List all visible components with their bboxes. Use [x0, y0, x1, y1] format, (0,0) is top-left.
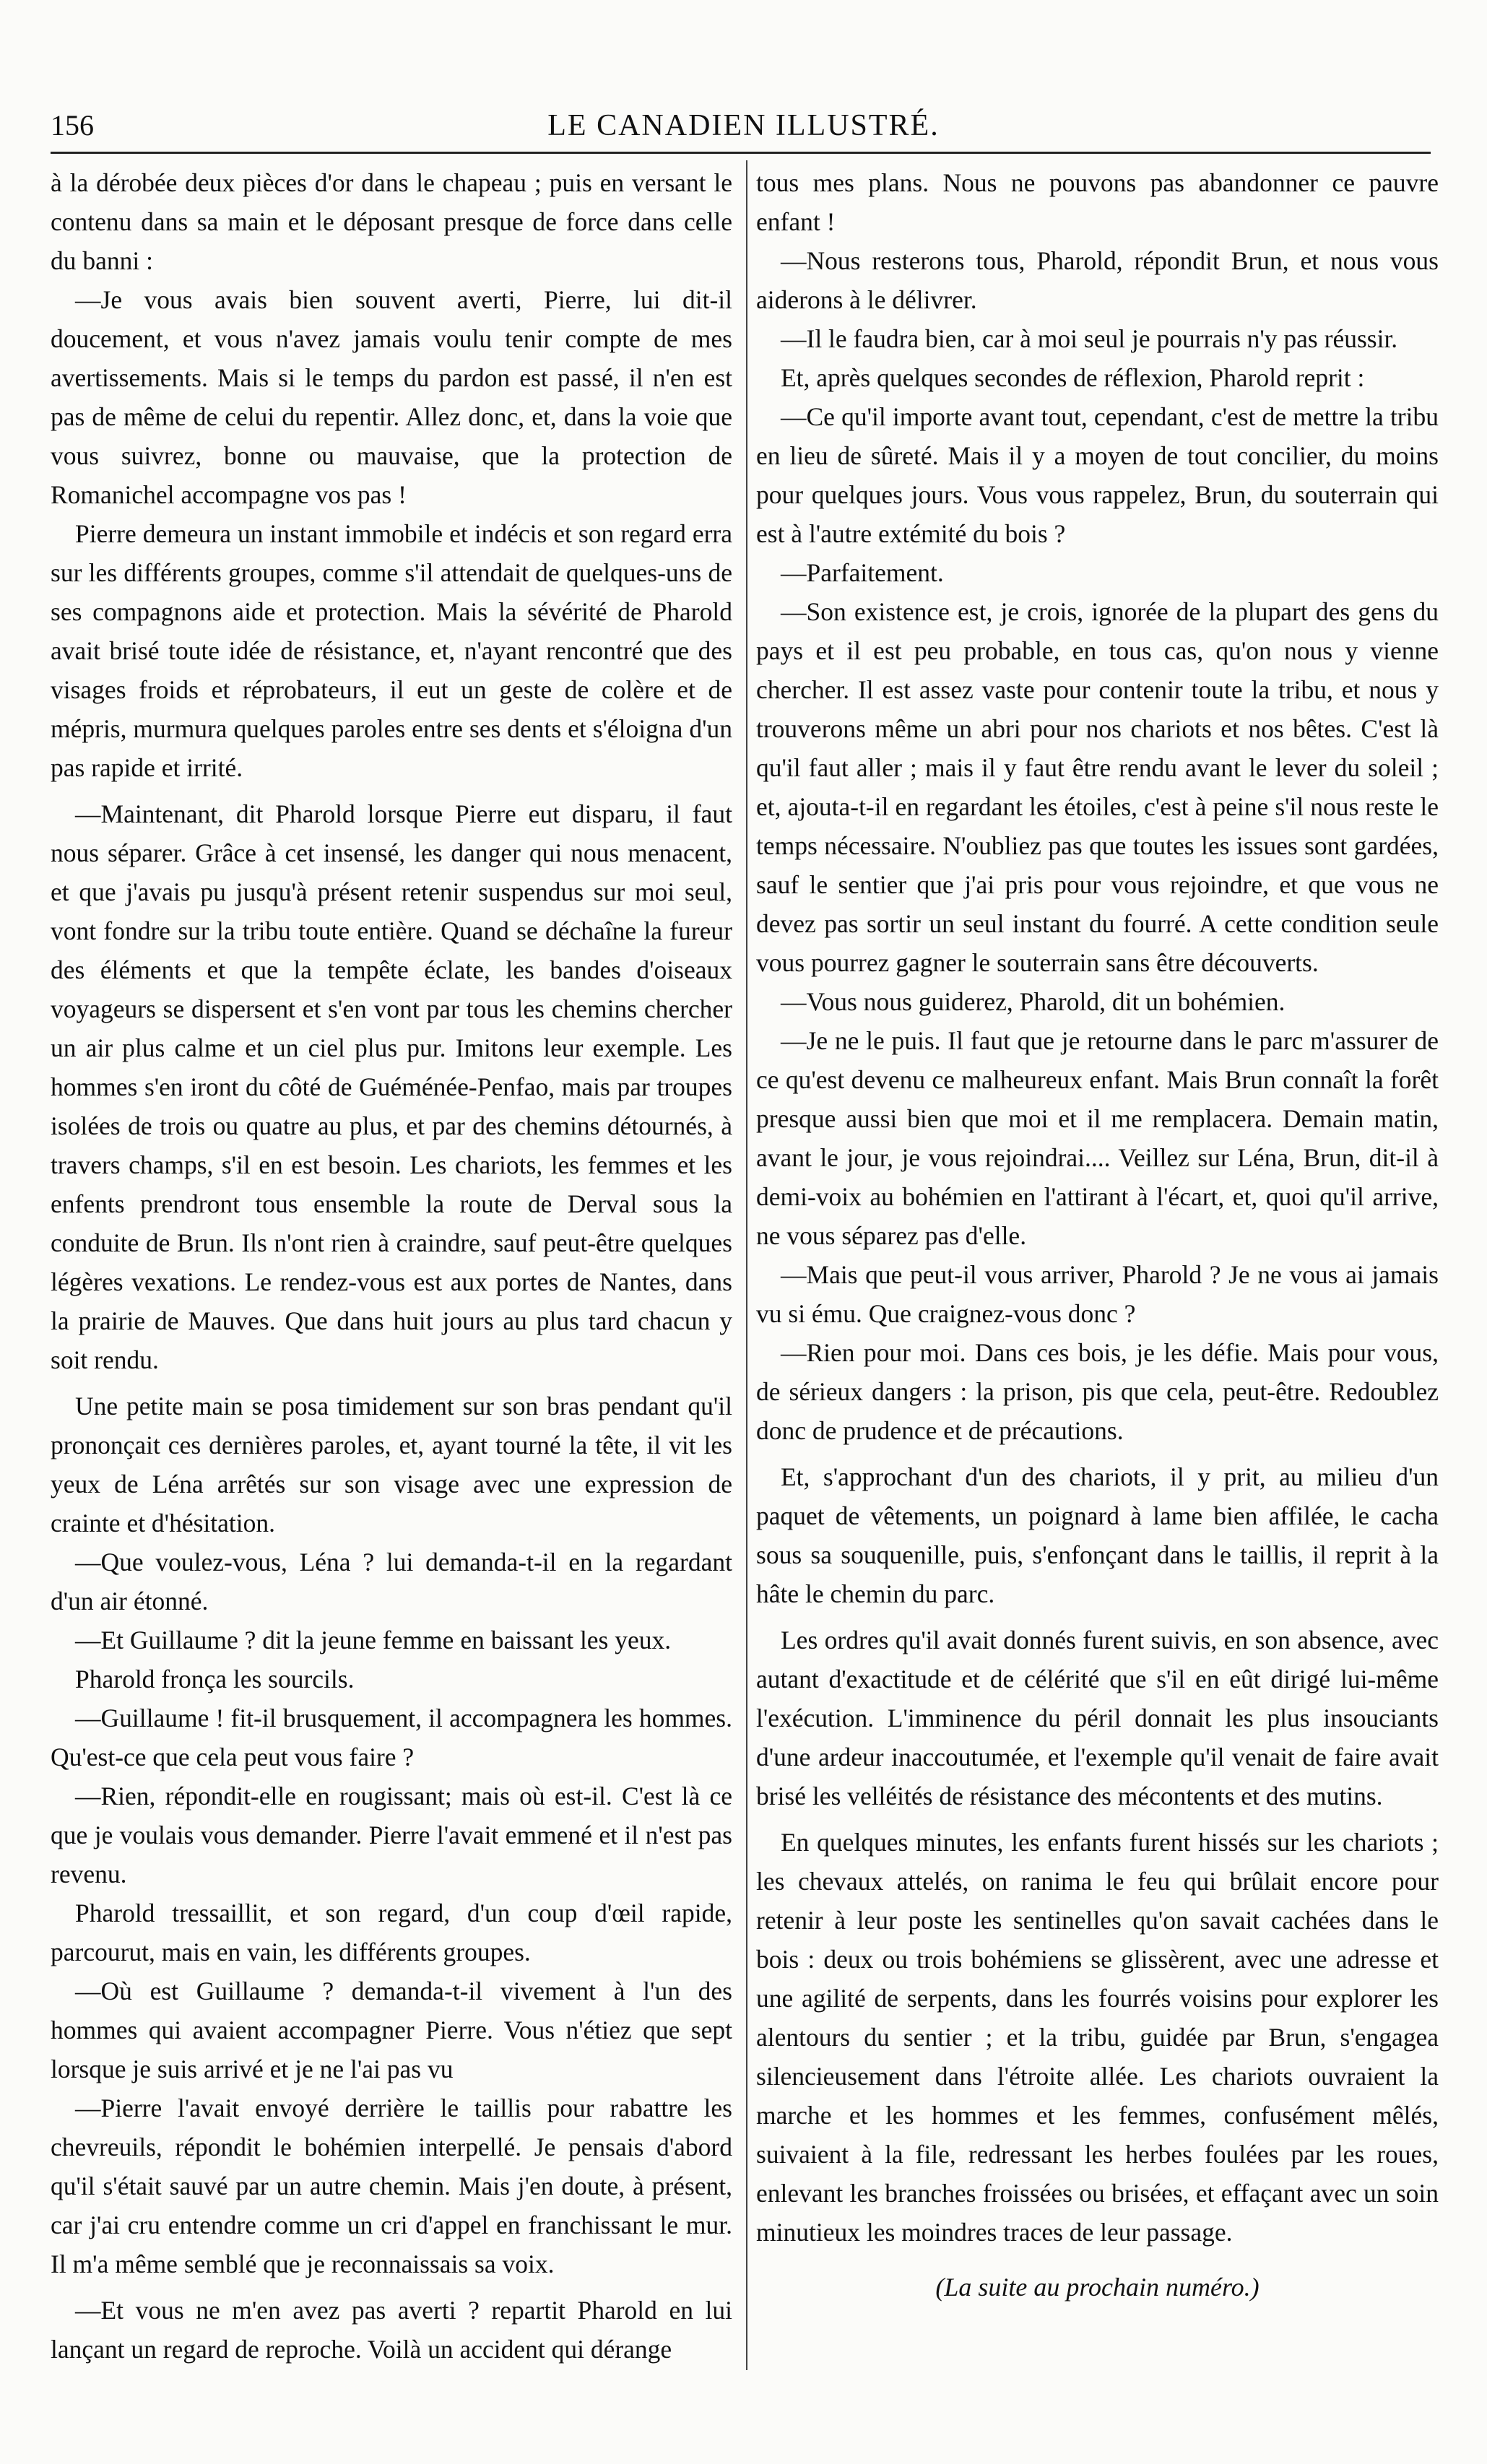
paragraph: —Son existence est, je crois, ignorée de la plupart des gens du pays et il est peu probable, en tous cas, qu'on nous y vienne chercher. Il est assez vaste pour contenir toute la tribu, et nous y trouverons même un abri pour nos chariots et nos bêtes. C'est là qu'il faut aller ; mais il y faut être rendu avant le lever du soleil ; et, ajouta-t-il en regardant les étoiles, c'est à peine s'il nous reste le temps nécessaire. N'oubliez pas que toutes les issues sont gardées, sauf le sentier que j'ai pris pour vous rejoindre, et que vous ne devez pas sortir un seul instant du fourré. A cette condition seule vous pourrez gagner le souterrain sans être découverts. — [756, 597, 1439, 977]
paragraph: —Rien, répondit-elle en rougissant; mais où est-il. C'est là ce que je voulais vous demander. Pierre l'avait emmené et il n'est pas revenu. — [51, 1782, 732, 1888]
paragraph: tous mes plans. Nous ne pouvons pas abandonner ce pauvre enfant ! — [756, 168, 1439, 236]
paragraph: —Je vous avais bien souvent averti, Pierre, lui dit-il doucement, et vous n'avez jamais voulu tenir compte de mes avertissements. Mais si le temps du pardon est passé, il n'en est pas de même de celui du repentir. Allez donc, et, dans la voie que vous suivrez, bonne ou mauvaise, que la protection de Romanichel accompagne vos pas ! — [51, 285, 732, 509]
paragraph: —Maintenant, dit Pharold lorsque Pierre eut disparu, il faut nous séparer. Grâce à cet insensé, les danger qui nous menacent, et que j'avais pu jusqu'à présent retenir suspendus sur moi seul, vont fondre sur la tribu toute entière. Quand se déchaîne la fureur des éléments et que la tempête éclate, les bandes d'oiseaux voyageurs se dispersent et s'en vont par tous les chemins chercher un air plus calme et un ciel plus pur. Imitons leur exemple. Les hommes s'en iront du côté de Guéménée-Penfao, mais par troupes isolées de trois ou quatre au plus, et par des chemins détournés, à travers champs, s'il en est besoin. Les chariots, les femmes et les enfents prendront tous ensemble la route de Derval sous la conduite de Brun. Ils n'ont rien à craindre, sauf peut-être quelques légères vexations. Le rendez-vous est aux portes de Nantes, dans la prairie de Mauves. Que dans huit jours au plus tard chacun y soit rendu. — [51, 799, 732, 1374]
paragraph: Et, après quelques secondes de réflexion, Pharold reprit : — [781, 363, 1365, 392]
paragraph: —Ce qu'il importe avant tout, cependant, c'est de mettre la tribu en lieu de sûreté. Mais il y a moyen de tout concilier, du moins pour quelques jours. Vous vous rappelez, Brun, du souterrain qui est à l'autre extémité du bois ? — [756, 402, 1439, 548]
paragraph: —Vous nous guiderez, Pharold, dit un bohémien. — [781, 987, 1286, 1016]
paragraph: Pierre demeura un instant immobile et indécis et son regard erra sur les différents groupes, comme s'il attendait de quelques-uns de ses compagnons aide et protection. Mais la sévérité de Pharold avait brisé toute idée de résistance, et, n'ayant rencontré que des visages froids et réprobateurs, il eut un geste de colère et de mépris, murmura quelques paroles entre ses dents et s'éloigna d'un pas rapide et irrité. — [51, 519, 732, 782]
right-column — [756, 163, 1439, 2402]
column-divider — [746, 160, 747, 2370]
paragraph: —Je ne le puis. Il faut que je retourne dans le parc m'assurer de ce qu'est devenu ce malheureux enfant. Mais Brun connaît la forêt presque aussi bien que moi et il me remplacera. Demain matin, avant le jour, je vous rejoindrai.... Veillez sur Léna, Brun, dit-il à demi-voix au bohémien en l'attirant à l'écart, et, quoi qu'il arrive, ne vous séparez pas d'elle. — [756, 1026, 1439, 1250]
paragraph: En quelques minutes, les enfants furent hissés sur les chariots ; les chevaux attelés, on ranima le feu qui brûlait encore pour retenir à leur poste les sentinelles qu'on savait cachées dans le bois : deux ou trois bohémiens se glissèrent, avec une adresse et une agilité de serpents, dans les fourrés voisins pour explorer les alentours du sentier ; et la tribu, guidée par Brun, s'engagea silencieusement dans l'étroite allée. Les chariots ouvraient la marche et les hommes et les femmes, confusément mêlés, suivaient à la file, redressant les herbes foulées par les roues, enlevant les branches froissées ou brisées, et effaçant avec un soin minutieux les moindres traces de leur passage. — [756, 1828, 1439, 2247]
paragraph: à la dérobée deux pièces d'or dans le chapeau ; puis en versant le contenu dans sa main et le déposant presque de force dans celle du banni : — [51, 168, 732, 275]
paragraph: Les ordres qu'il avait donnés furent suivis, en son absence, avec autant d'exactitude et de célérité que s'il en eût dirigé lui-même l'exécution. L'imminence du péril donnait les plus insouciants d'une ardeur inaccoutumée, et l'exemple qu'il venait de faire avait brisé les velléités de résistance des mécontents et des mutins. — [756, 1626, 1439, 1810]
paragraph: —Nous resterons tous, Pharold, répondit Brun, et nous vous aiderons à le délivrer. — [756, 246, 1439, 314]
paragraph: —Parfaitement. — [781, 558, 944, 587]
paragraph: —Il le faudra bien, car à moi seul je pourrais n'y pas réussir. — [781, 324, 1398, 353]
paragraph: —Pierre l'avait envoyé derrière le taillis pour rabattre les chevreuils, répondit le bohémien interpellé. Je pensais d'abord qu'il s'était sauvé par un autre chemin. Mais j'en doute, à présent, car j'ai cru entendre comme un cri d'appel en franchissant le mur. Il m'a même semblé que je reconnaissais sa voix. — [51, 2094, 732, 2278]
paragraph: —Rien pour moi. Dans ces bois, je les défie. Mais pour vous, de sérieux dangers : la prison, pis que cela, peut-être. Redoublez donc de prudence et de précautions. — [756, 1338, 1439, 1445]
paragraph: Pharold tressaillit, et son regard, d'un coup d'œil rapide, parcourut, mais en vain, les différents groupes. — [51, 1899, 732, 1966]
paragraph: —Et Guillaume ? dit la jeune femme en baissant les yeux. — [75, 1626, 672, 1654]
left-column — [51, 163, 732, 2402]
header-rule — [51, 152, 1431, 154]
paragraph: —Guillaume ! fit-il brusquement, il accompagnera les hommes. Qu'est-ce que cela peut vous faire ? — [51, 1704, 732, 1771]
paragraph: —Où est Guillaume ? demanda-t-il vivement à l'un des hommes qui avaient accompagner Pierre. Vous n'étiez que sept lorsque je suis arrivé et je ne l'ai pas vu — [51, 1977, 732, 2083]
running-title: LE CANADIEN ILLUSTRÉ. — [547, 109, 940, 142]
paragraph: —Que voulez-vous, Léna ? lui demanda-t-il en la regardant d'un air étonné. — [51, 1548, 732, 1615]
paragraph: —Mais que peut-il vous arriver, Pharold ? Je ne vous ai jamais vu si ému. Que craignez-vous donc ? — [756, 1260, 1439, 1328]
paragraph: Pharold fronça les sourcils. — [75, 1665, 355, 1693]
page-number: 156 — [51, 109, 94, 142]
paragraph: —Et vous ne m'en avez pas averti ? repartit Pharold en lui lançant un regard de reproche. Voilà un accident qui dérange — [51, 2296, 732, 2364]
paragraph: Une petite main se posa timidement sur son bras pendant qu'il prononçait ces dernières paroles, et, ayant tourné la tête, il vit les yeux de Léna arrêtés sur son visage avec une expression de crainte et d'hésitation. — [51, 1392, 732, 1537]
continuation-note: (La suite au prochain numéro.) — [935, 2273, 1260, 2302]
paragraph: Et, s'approchant d'un des chariots, il y prit, au milieu d'un paquet de vêtements, un poignard à lame bien affilée, le cacha sous sa souquenille, puis, s'enfonçant dans le taillis, il reprit à la hâte le chemin du parc. — [756, 1462, 1439, 1608]
